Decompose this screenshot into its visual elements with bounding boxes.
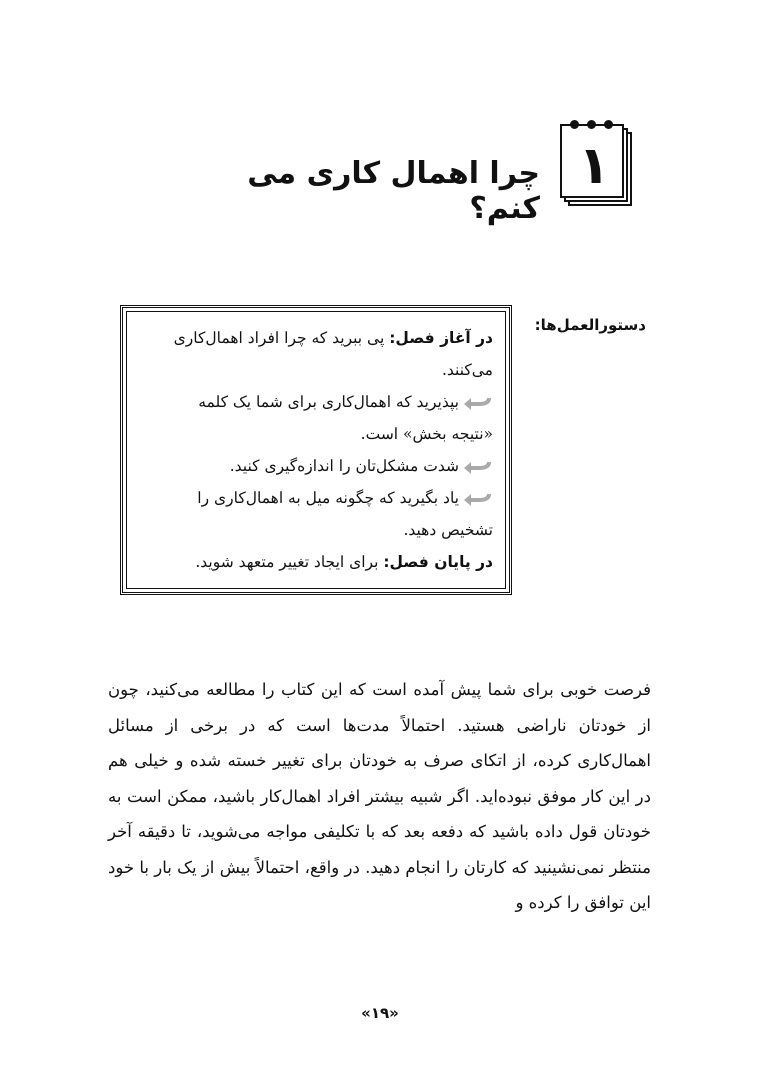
objective-item-text: بپذیرید که اهمال‌کاری برای شما یک کلمه xyxy=(198,393,459,411)
objective-end-line xyxy=(139,546,493,578)
objective-item-text: شدت مشکل‌تان را اندازه‌گیری کنید. xyxy=(229,457,459,475)
objective-start-line xyxy=(139,322,493,354)
instructions-label: دستورالعمل‌ها: xyxy=(534,316,646,334)
chapter-number: ۱ xyxy=(578,136,610,196)
start-continuation: می‌کنند. xyxy=(441,361,493,379)
page-number: «۱۹» xyxy=(361,1004,399,1022)
calendar-sheet-front xyxy=(560,124,624,198)
objective-item xyxy=(139,482,493,514)
curved-arrow-icon xyxy=(463,490,493,508)
curved-arrow-icon xyxy=(463,394,493,412)
calendar-rings-icon xyxy=(570,120,620,130)
chapter-number-calendar xyxy=(560,120,628,204)
start-text: پی ببرید که چرا افراد اهمال‌کاری xyxy=(173,329,385,347)
objectives-box xyxy=(120,305,512,595)
objective-item xyxy=(139,450,493,482)
objective-item-text: یاد بگیرید که چگونه میل به اهمال‌کاری را xyxy=(197,489,459,507)
ring-icon xyxy=(570,120,579,129)
curved-arrow-icon xyxy=(463,458,493,476)
body-paragraph: فرصت خوبی برای شما پیش آمده است که این کتاب را مطالعه می‌کنید، چون از خودتان ناراضی هستید. احتمالاً مدت‌ها است که در برخی از مسائل اهمال‌کاری کرده، از اتکای صرف به خودتان برای تغییر خسته شده و خیلی هم در این کار موفق نبوده‌اید. اگر شبیه بیشتر افراد اهمال‌کار باشید، ممکن است به خودتان قول داده باشید که دفعه بعد که با تکلیفی مواجه می‌شوید، تا دقیقه آخر منتظر نمی‌نشینید که کارتان را انجام دهید. در واقع، احتمالاً بیش از یک بار با خود این توافق را کرده و xyxy=(108,680,651,912)
end-text: برای ایجاد تغییر متعهد شوید. xyxy=(195,553,379,571)
ring-icon xyxy=(587,120,596,129)
objective-item-continuation: «نتیجه بخش» است. xyxy=(360,425,493,443)
objective-item xyxy=(139,386,493,418)
objective-item-continuation: تشخیص دهید. xyxy=(403,521,493,539)
objectives-content xyxy=(126,311,506,589)
end-label: در پایان فصل: xyxy=(383,553,493,571)
ring-icon xyxy=(604,120,613,129)
start-label: در آغاز فصل: xyxy=(389,329,493,347)
chapter-title: چرا اهمال کاری می کنم؟ xyxy=(247,156,540,226)
